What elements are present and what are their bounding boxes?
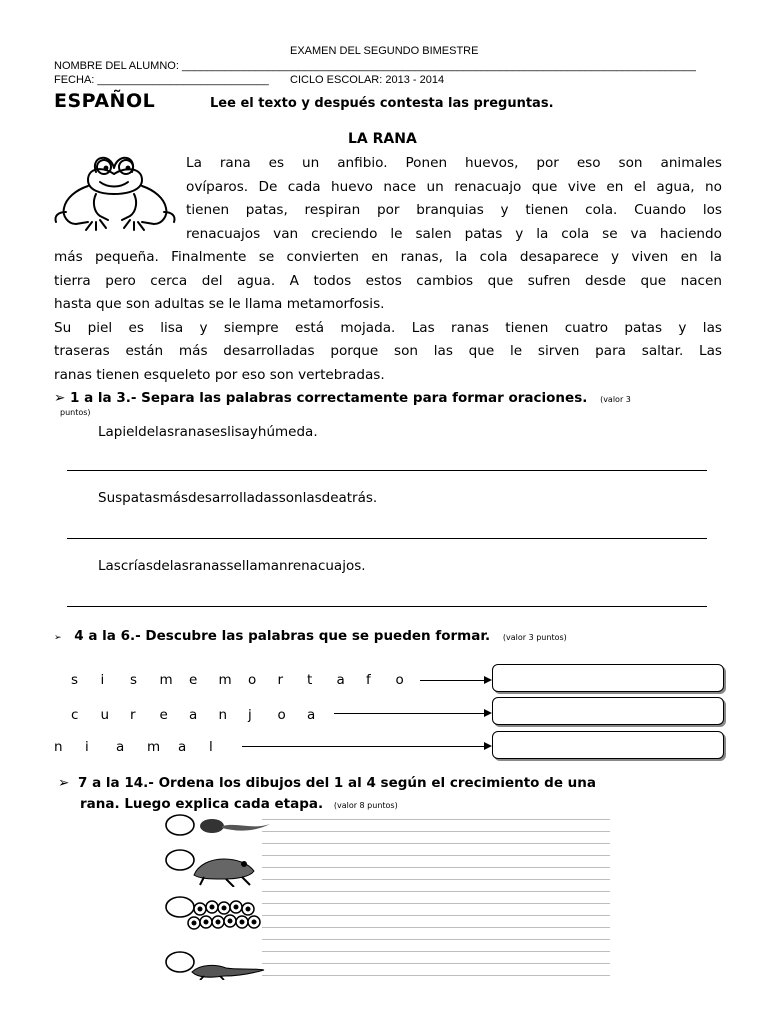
writing-line[interactable] <box>262 831 610 832</box>
writing-line[interactable] <box>262 843 610 844</box>
story-line: La rana es un anfibio. Ponen huevos, por eso son animales <box>186 155 722 171</box>
writing-line[interactable] <box>262 915 610 916</box>
scrambled-letter: u <box>100 707 110 723</box>
scrambled-letter: n <box>218 707 228 723</box>
question-2-title: 4 a la 6.- Descubre las palabras que se pueden formar. <box>74 628 491 644</box>
exam-title: EXAMEN DEL SEGUNDO BIMESTRE <box>290 45 479 57</box>
writing-line[interactable] <box>262 975 610 976</box>
scrambled-letter: a <box>116 739 125 755</box>
writing-line[interactable] <box>262 951 610 952</box>
question-3-heading <box>58 775 596 791</box>
answer-line-1[interactable] <box>67 470 707 471</box>
scrambled-letter: a <box>307 707 316 723</box>
arrow-3 <box>242 746 490 747</box>
scrambled-letter: f <box>366 672 371 688</box>
answer-box-3[interactable] <box>492 731 724 759</box>
frog-drawing <box>164 845 260 887</box>
question-3-points: (valor 8 puntos) <box>333 801 398 810</box>
writing-line[interactable] <box>262 891 610 892</box>
scrambled-letter: t <box>307 672 313 688</box>
bullet-arrow-icon: ➢ <box>54 390 66 406</box>
scrambled-letter: o <box>395 672 404 688</box>
subject-title: ESPAÑOL <box>54 90 156 112</box>
scrambled-letter: n <box>54 739 63 755</box>
student-name-field[interactable]: NOMBRE DEL ALUMNO: ____________________________________________________________________________________ <box>54 60 696 72</box>
arrow-2 <box>334 713 490 714</box>
story-line: ranas tienen esqueleto por eso son vertebradas. <box>54 366 385 383</box>
scrambled-letter: m <box>218 672 232 688</box>
froglet-drawing <box>164 950 268 980</box>
letter-row-1 <box>71 672 425 688</box>
question-2-heading <box>54 628 567 644</box>
answer-box-1[interactable] <box>492 664 724 692</box>
story-line: más pequeña. Finalmente se convierten en ranas, la cola desaparece y viven en la <box>54 249 722 265</box>
eggs-drawing <box>164 895 264 939</box>
bullet-arrow-icon: ➢ <box>58 775 70 791</box>
letter-row-2 <box>71 707 337 723</box>
bullet-arrow-icon: ➢ <box>54 633 62 643</box>
scrambled-sentence-3: Lascríasdelasranassellamanrenacuajos. <box>98 558 366 574</box>
scrambled-letter: a <box>178 739 187 755</box>
story-line: hasta que son adultas se le llama metamorfosis. <box>54 296 385 313</box>
question-3-title-cont: rana. Luego explica cada etapa. <box>80 796 324 812</box>
writing-line[interactable] <box>262 903 610 904</box>
story-line: tienen patas, respiran por branquias y tienen cola. Cuando los <box>186 202 722 219</box>
scrambled-letter: o <box>248 672 257 688</box>
letter-row-3 <box>54 739 240 755</box>
story-paragraph-1 <box>186 152 722 246</box>
question-3-title: 7 a la 14.- Ordena los dibujos del 1 al 4 según el crecimiento de una <box>78 775 597 791</box>
scrambled-letter: a <box>189 707 198 723</box>
story-line: ovíparos. De cada huevo nace un renacuajo que vive en el agua, no <box>186 178 722 195</box>
frog-illustration <box>52 150 180 232</box>
question-1-heading <box>54 390 631 406</box>
scrambled-letter: o <box>277 707 286 723</box>
tadpole-drawing <box>164 812 274 842</box>
scrambled-sentence-2: Suspatasmásdesarrolladassonlasdeatrás. <box>98 490 378 506</box>
story-title: LA RANA <box>348 131 417 147</box>
scrambled-letter: s <box>130 672 138 688</box>
answer-line-2[interactable] <box>67 538 707 539</box>
story-line: Su piel es lisa y siempre está mojada. Las ranas tienen cuatro patas y las <box>54 319 722 336</box>
story-line: tierra pero cerca del agua. A todos estos cambios que sufren desde que nacen <box>54 272 722 289</box>
scrambled-letter: m <box>159 672 173 688</box>
question-1-points-cont: puntos) <box>60 408 91 417</box>
answer-line-3[interactable] <box>67 606 707 607</box>
scrambled-letter: c <box>71 707 79 723</box>
writing-line[interactable] <box>262 867 610 868</box>
story-line: traseras están más desarrolladas porque son las que le sirven para saltar. Las <box>54 343 722 360</box>
scrambled-sentence-1: Lapieldelasranaseslisayhúmeda. <box>98 424 318 440</box>
scrambled-letter: a <box>336 672 345 688</box>
scrambled-letter: r <box>130 707 136 723</box>
date-field[interactable]: FECHA: ____________________________ <box>54 74 269 86</box>
question-3-heading-cont <box>80 796 398 812</box>
reading-instruction: Lee el texto y después contesta las preguntas. <box>210 96 554 111</box>
writing-line[interactable] <box>262 963 610 964</box>
question-1-title: 1 a la 3.- Separa las palabras correctamente para formar oraciones. <box>70 390 588 406</box>
scrambled-letter: i <box>85 739 89 755</box>
writing-line[interactable] <box>262 879 610 880</box>
answer-box-2[interactable] <box>492 697 724 725</box>
scrambled-letter: e <box>189 672 198 688</box>
scrambled-letter: j <box>248 707 252 723</box>
scrambled-letter: r <box>277 672 284 688</box>
scrambled-letter: l <box>209 739 213 755</box>
scrambled-letter: m <box>147 739 161 755</box>
school-cycle: CICLO ESCOLAR: 2013 - 2014 <box>290 74 445 86</box>
writing-line[interactable] <box>262 939 610 940</box>
story-paragraph-2 <box>54 246 722 388</box>
question-2-points: (valor 3 puntos) <box>502 633 567 642</box>
scrambled-letter: s <box>71 672 79 688</box>
writing-line[interactable] <box>262 819 610 820</box>
scrambled-letter: i <box>100 672 105 688</box>
scrambled-letter: e <box>159 707 168 723</box>
question-1-points: (valor 3 <box>600 395 631 404</box>
writing-line[interactable] <box>262 927 610 928</box>
writing-line[interactable] <box>262 855 610 856</box>
story-line: renacuajos van creciendo le salen patas y la cola se va haciendo <box>186 225 722 242</box>
arrow-1 <box>420 680 490 681</box>
